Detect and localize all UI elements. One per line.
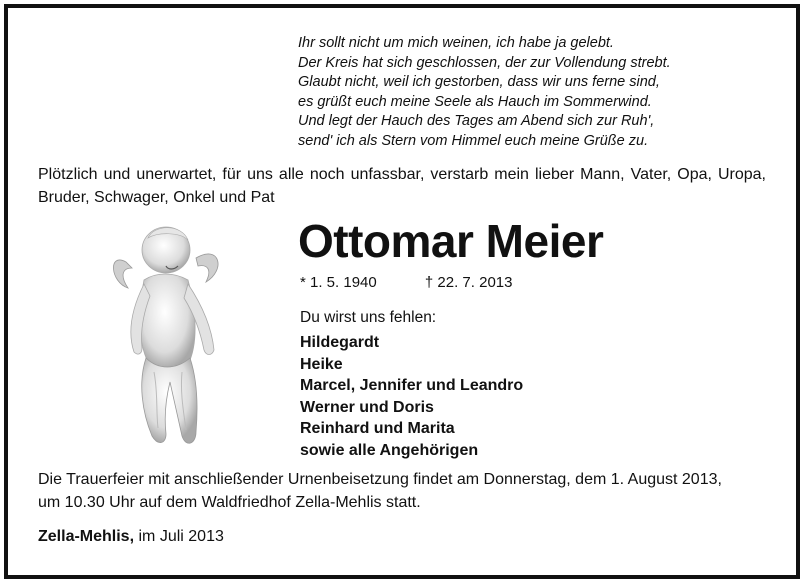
family-member: Heike — [300, 355, 343, 373]
death-date: † 22. 7. 2013 — [424, 274, 513, 291]
poem-line: send' ich als Stern vom Himmel euch meine Grüße zu. — [298, 132, 649, 149]
notice-date: im Juli 2013 — [138, 528, 224, 545]
family-member: Werner und Doris — [300, 398, 434, 416]
poem-line: Und legt der Hauch des Tages am Abend sich zur Ruh', — [298, 113, 655, 130]
family-member: sowie alle Angehörigen — [300, 441, 479, 459]
family-member: Reinhard und Marita — [300, 420, 455, 438]
family-member: Hildegardt — [300, 334, 380, 351]
deceased-name: Ottomar Meier — [298, 215, 604, 267]
family-member: Marcel, Jennifer und Leandro — [300, 377, 524, 395]
life-dates — [300, 272, 512, 294]
poem — [298, 34, 671, 152]
ceremony-line: Die Trauerfeier mit anschließender Urnenbeisetzung findet am Donnerstag, dem 1. August 2013, — [38, 471, 722, 488]
place-name: Zella-Mehlis, — [38, 528, 135, 545]
poem-line: es grüßt euch meine Seele als Hauch im Sommerwind. — [298, 93, 652, 110]
ceremony-line: um 10.30 Uhr auf dem Waldfriedhof Zella-Mehlis statt. — [38, 493, 421, 511]
poem-line: Der Kreis hat sich geschlossen, der zur Vollendung strebt. — [298, 54, 671, 71]
poem-line: Ihr sollt nicht um mich weinen, ich habe ja gelebt. — [298, 35, 614, 51]
place-date — [38, 526, 224, 548]
intro-text: Plötzlich und unerwartet, für uns alle noch unfassbar, verstarb mein lieber Mann, Vater, Opa, Uropa, Bruder, Schwager, Onkel und Pat — [38, 166, 766, 206]
poem-line: Glaubt nicht, weil ich gestorben, dass wir uns ferne sind, — [298, 74, 660, 91]
ceremony-text — [38, 469, 778, 514]
birth-date: * 1. 5. 1940 — [300, 274, 377, 291]
family-list — [300, 332, 523, 462]
angel-statue-image — [108, 222, 228, 454]
miss-text: Du wirst uns fehlen: — [300, 309, 437, 326]
